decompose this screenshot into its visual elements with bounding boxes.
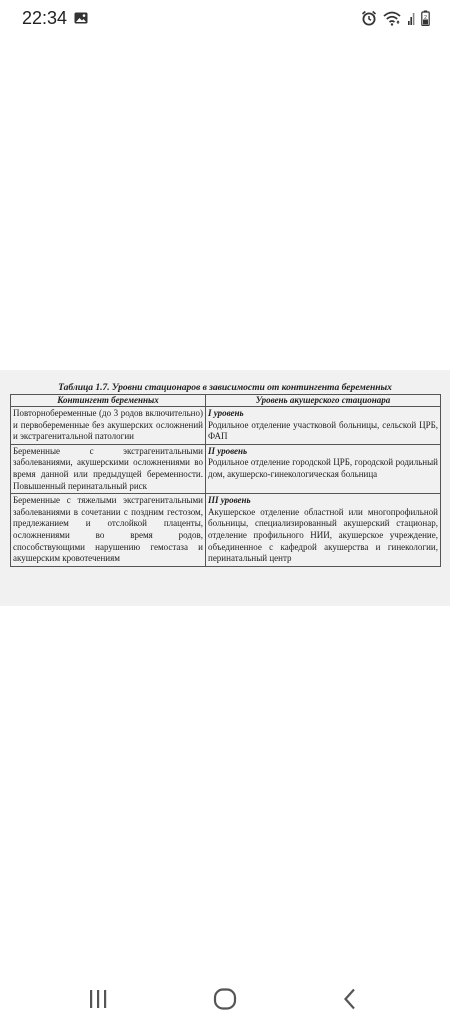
status-icons [361,9,430,27]
contingent-cell: Беременные с тяжелыми экстрагенитальными заболеваниями в сочетании с поздним гестозом, предлежанием и отслойкой плаценты, осложнениями во время родов, способствующими нарушению гемостаза и акушерским кровотечениям [11,494,206,567]
status-bar [0,0,450,36]
status-time: 22:34 [22,8,68,28]
level-cell [206,494,441,567]
contingent-cell: Беременные с экстрагенитальными заболеваниями, акушерскими осложнениями во время данной или предыдущей беременности. Повышенный перинатальный риск [11,444,206,493]
table-row [11,407,441,445]
signal-icon [407,11,415,26]
alarm-icon [361,10,377,26]
document-image[interactable] [0,370,450,606]
table-row [11,444,441,493]
gallery-icon [74,12,88,24]
column-header-contingent: Контингент беременных [11,395,206,407]
table-row [11,494,441,567]
level-description: Родильное отделение городской ЦРБ, городской родильный дом, акушерско-гинекологическая больница [208,457,438,479]
contingent-cell: Повторнобеременные (до 3 родов включительно) и первобеременные без акушерских осложнений и экстрагенитальной патологии [11,407,206,445]
svg-text:2: 2 [424,15,427,21]
level-title: III уровень [208,495,251,506]
navigation-bar [0,960,450,1000]
level-title: I уровень [208,408,244,418]
level-cell [206,407,441,445]
home-icon[interactable] [213,988,237,1010]
level-title: II уровень [208,445,248,456]
table-header-row [11,395,441,407]
column-header-level: Уровень акушерского стационара [206,395,441,407]
level-description: Акушерское отделение областной или многопрофильной больницы, специализированный акушерский стационар, отделение профильного НИИ, акушерское учреждение, объединенное с кафедрой акушерства и гинекологии, перинатальный центр [208,506,438,564]
table-caption: Таблица 1.7. Уровни стационаров в зависимости от контингента беременных [58,382,392,393]
recents-icon[interactable] [88,990,108,1008]
levels-table [10,394,441,567]
level-cell [206,444,441,493]
battery-icon [421,10,430,26]
level-description: Родильное отделение участковой больницы, сельской ЦРБ, ФАП [208,419,438,442]
back-icon[interactable] [343,988,357,1010]
wifi-icon [383,11,401,26]
